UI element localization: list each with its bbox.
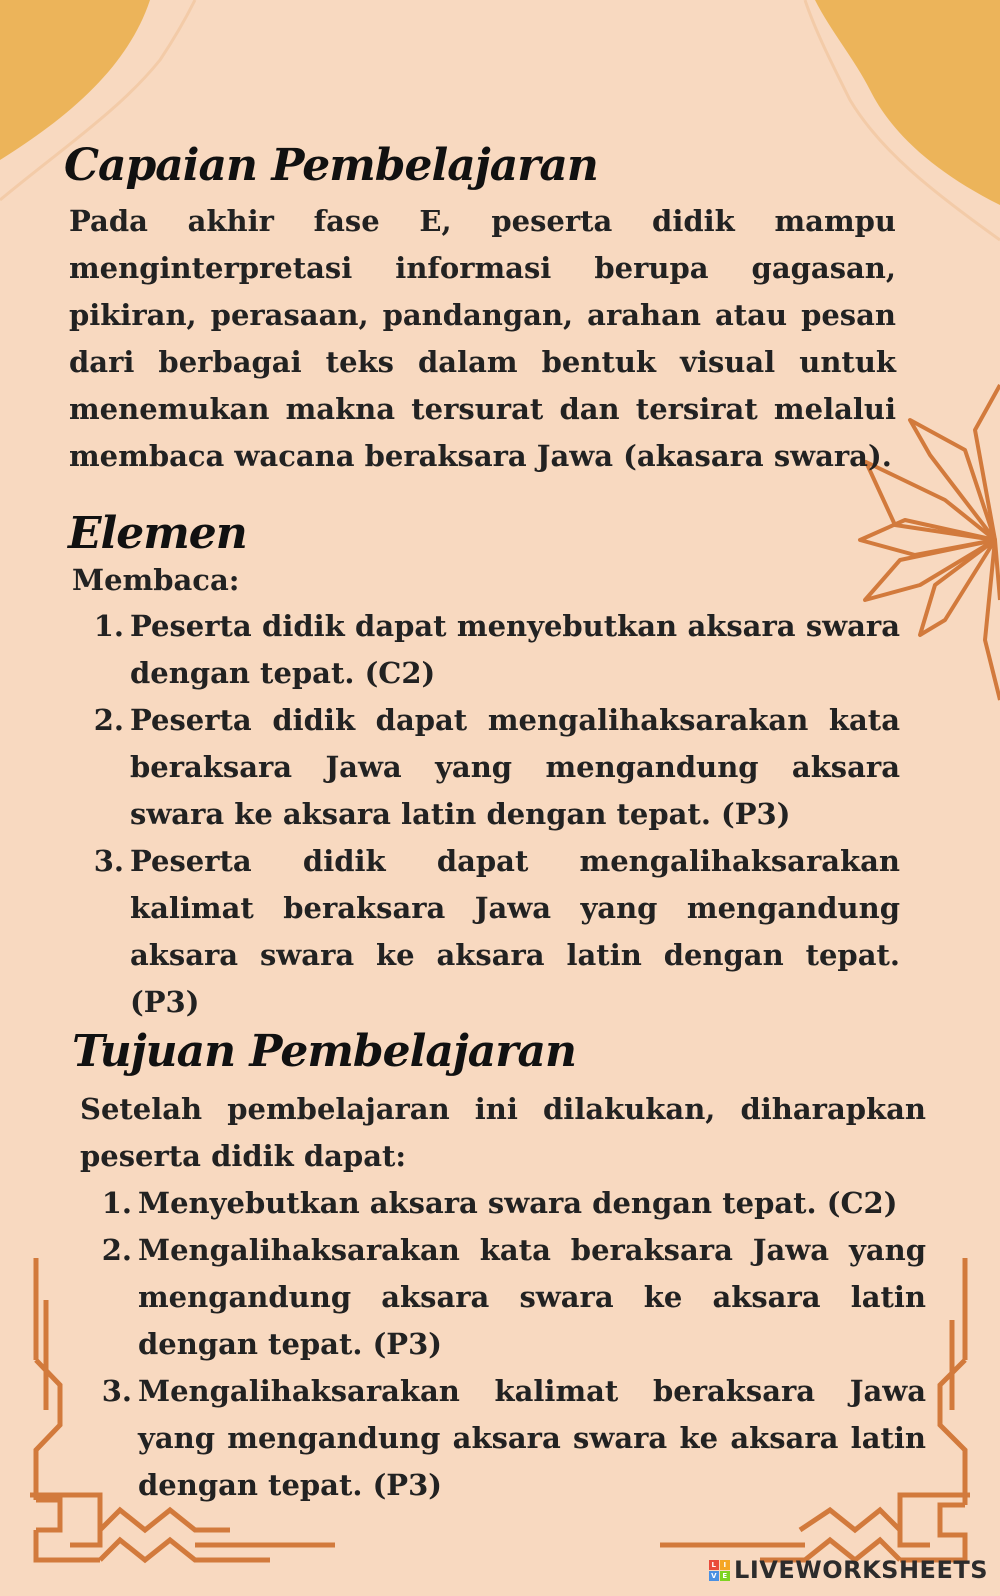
list-text: Menyebutkan aksara swara dengan tepat. (C2) [138, 1186, 898, 1220]
capaian-text: Pada akhir fase E, peserta didik mampu menginterpretasi informasi berupa gagasan, pikiran, perasaan, pandangan, arahan atau pesan dari berbagai teks dalam bentuk visual untuk menemukan makna tersurat dan tersirat melalui membaca wacana beraksara Jawa (akasara swara). [69, 204, 896, 473]
watermark-text: LIVEWORKSHEETS [734, 1556, 988, 1584]
list-number: 3. [101, 1374, 132, 1408]
list-text: Mengalihaksarakan kata beraksara Jawa yang mengandung aksara swara ke aksara latin dengan tepat. (P3) [138, 1233, 926, 1361]
tujuan-title: Tujuan Pembelajaran [72, 1026, 576, 1077]
corner-accent-top-left [0, 0, 150, 160]
list-number: 1. [101, 1186, 132, 1220]
list-item [78, 1227, 926, 1368]
list-item [78, 1368, 926, 1509]
liveworksheets-watermark [709, 1556, 988, 1584]
elemen-title: Elemen [68, 508, 247, 559]
list-item [78, 1180, 926, 1227]
elemen-list [70, 603, 900, 1026]
list-number: 3. [93, 844, 124, 878]
list-item [70, 603, 900, 697]
tujuan-list [78, 1180, 926, 1509]
list-text: Peserta didik dapat mengalihaksarakan kalimat beraksara Jawa yang mengandung aksara swara ke aksara latin dengan tepat. (P3) [130, 844, 900, 1019]
list-item [70, 697, 900, 838]
liveworksheets-logo-icon: L I V E [709, 1560, 730, 1581]
capaian-title: Capaian Pembelajaran [64, 140, 598, 191]
list-item [70, 838, 900, 1026]
list-number: 2. [101, 1233, 132, 1267]
list-text: Peserta didik dapat mengalihaksarakan kata beraksara Jawa yang mengandung aksara swara ke aksara latin dengan tepat. (P3) [130, 703, 900, 831]
list-text: Mengalihaksarakan kalimat beraksara Jawa yang mengandung aksara swara ke aksara latin dengan tepat. (P3) [138, 1374, 926, 1502]
corner-accent-top-right [815, 0, 1000, 205]
list-number: 2. [93, 703, 124, 737]
list-number: 1. [93, 609, 124, 643]
elemen-label: Membaca: [72, 563, 240, 597]
tujuan-intro: Setelah pembelajaran ini dilakukan, diharapkan peserta didik dapat: [80, 1092, 926, 1173]
list-text: Peserta didik dapat menyebutkan aksara swara dengan tepat. (C2) [130, 609, 900, 690]
